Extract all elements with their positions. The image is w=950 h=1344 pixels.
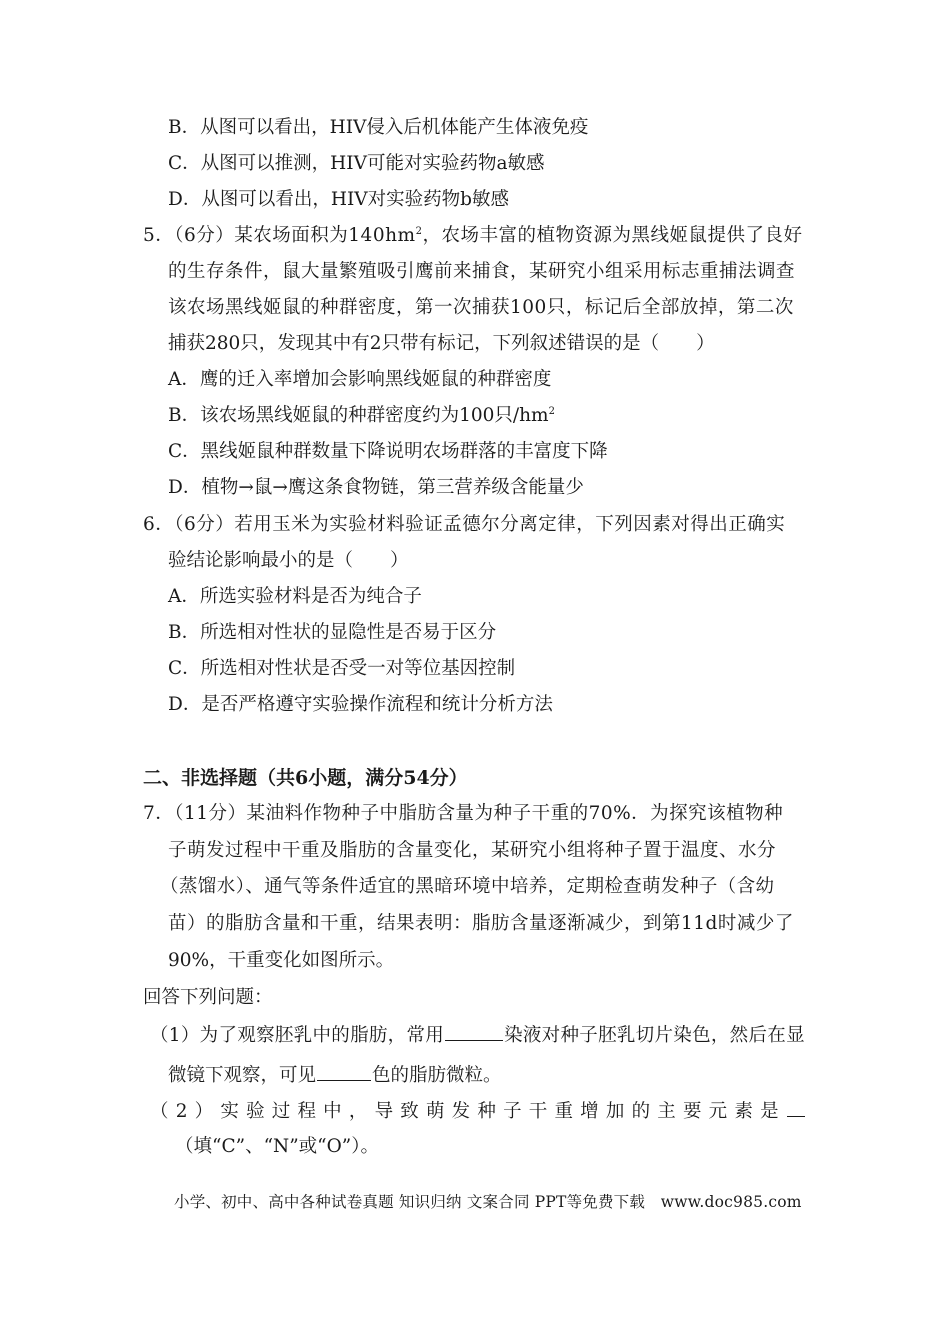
q7-stem-line2: 子萌发过程中干重及脂肪的含量变化，某研究小组将种子置于温度、水分: [168, 840, 777, 861]
q7-sub2-line1: [150, 1098, 806, 1124]
q5-stem-text: ，农场丰富的植物资源为黑线姬鼠提供了良好: [422, 225, 803, 246]
q7-stem-line4: 苗）的脂肪含量和干重，结果表明：脂肪含量逐渐减少，到第11d时减少了: [168, 913, 794, 934]
q6-option-a: A．所选实验材料是否为纯合子: [168, 586, 422, 607]
q7-sub1-line1: [150, 1022, 805, 1048]
answer-blank: [317, 1062, 371, 1081]
q5-option-b: [168, 404, 555, 428]
q7-sub1-text: 色的脂肪微粒。: [372, 1065, 502, 1086]
q7-sub2-line2: （填“C”、“N”或“O”）。: [175, 1136, 380, 1157]
q6-option-c: C．所选相对性状是否受一对等位基因控制: [168, 658, 516, 679]
section-heading: 二、非选择题（共6小题，满分54分）: [143, 767, 468, 789]
superscript: 2: [548, 405, 555, 417]
q4-option-c: C．从图可以推测，HIV可能对实验药物a敏感: [168, 153, 545, 174]
q5-stem-line4: 捕获280只，发现其中有2只带有标记，下列叙述错误的是（ ）: [168, 333, 715, 354]
q7-sub1-line2: [168, 1062, 502, 1088]
q5-stem-line1: [143, 224, 802, 248]
q5-option-c: C．黑线姬鼠种群数量下降说明农场群落的丰富度下降: [168, 441, 608, 462]
q5-stem-line3: 该农场黑线姬鼠的种群密度，第一次捕获100只，标记后全部放掉，第二次: [168, 297, 794, 318]
q4-option-d: D．从图可以看出，HIV对实验药物b敏感: [168, 189, 509, 210]
q7-stem-line1: 7．（11分）某油料作物种子中脂肪含量为种子干重的70%．为探究该植物种: [143, 803, 784, 824]
q7-stem-line3: （蒸馏水）、通气等条件适宜的黑暗环境中培养，定期检查萌发种子（含幼: [160, 876, 775, 897]
q5-stem-text: 5．（6分）某农场面积为140hm: [143, 225, 416, 246]
q5-option-b-text: B．该农场黑线姬鼠的种群密度约为100只/hm: [168, 405, 549, 426]
q7-stem-line5: 90%，干重变化如图所示。: [168, 950, 395, 971]
q6-stem-line2: 验结论影响最小的是（ ）: [168, 550, 409, 571]
q6-stem-line1: 6．（6分）若用玉米为实验材料验证孟德尔分离定律，下列因素对得出正确实: [143, 514, 786, 535]
q6-option-b: B．所选相对性状的显隐性是否易于区分: [168, 622, 497, 643]
q7-sub1-text: 染液对种子胚乳切片染色，然后在显: [504, 1025, 805, 1046]
superscript: 2: [415, 225, 423, 237]
page-footer: 小学、初中、高中各种试卷真题 知识归纳 文案合同 PPT等免费下载 www.doc985.com: [174, 1193, 802, 1211]
answer-blank: [445, 1022, 503, 1041]
q6-option-d: D．是否严格遵守实验操作流程和统计分析方法: [168, 694, 553, 715]
q7-sub1-text: 微镜下观察，可见: [168, 1065, 317, 1086]
q7-sub2-text: （2）实验过程中，导致萌发种子干重增加的主要元素是: [150, 1101, 786, 1122]
q7-prompt: 回答下列问题：: [143, 987, 273, 1008]
q5-stem-line2: 的生存条件，鼠大量繁殖吸引鹰前来捕食，某研究小组采用标志重捕法调查: [168, 261, 796, 282]
q7-sub1-text: （1）为了观察胚乳中的脂肪，常用: [150, 1025, 445, 1046]
q5-option-d: D．植物→鼠→鹰这条食物链，第三营养级含能量少: [168, 477, 584, 498]
q5-option-a: A．鹰的迁入率增加会影响黑线姬鼠的种群密度: [168, 369, 552, 390]
answer-blank: [787, 1098, 805, 1117]
q4-option-b: B．从图可以看出，HIV侵入后机体能产生体液免疫: [168, 117, 589, 138]
